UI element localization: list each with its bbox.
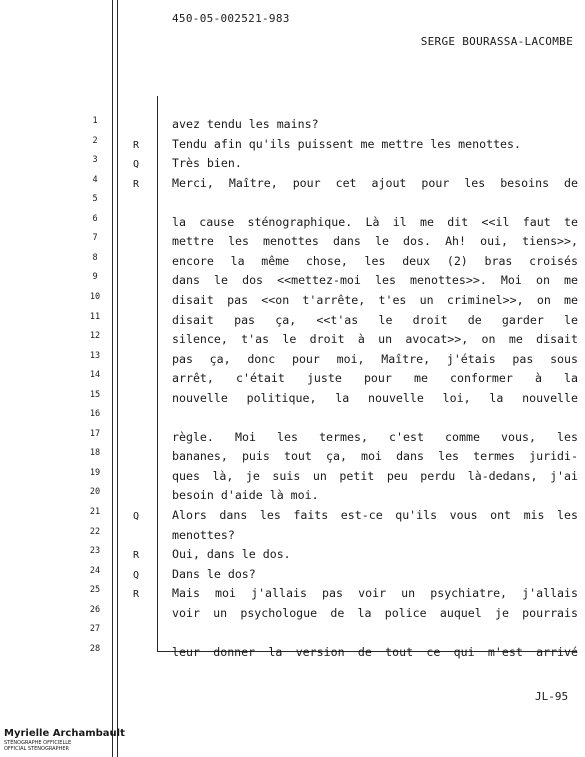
speaker-marker: R bbox=[132, 139, 140, 151]
transcript-line: Alors dans les faits est-ce qu'ils vous ont mis les bbox=[172, 508, 578, 522]
line-number: 4 bbox=[92, 174, 98, 185]
speaker-marker: Q bbox=[132, 511, 140, 522]
line-number: 18 bbox=[89, 448, 101, 459]
line-number: 5 bbox=[92, 194, 98, 205]
transcript-line: mettre les menottes dans le dos. Ah! oui, tiens>>, bbox=[172, 234, 578, 249]
stenographer-title-en: OFFICIAL STENOGRAPHER bbox=[4, 746, 69, 752]
line-number: 3 bbox=[92, 155, 98, 166]
line-number: 17 bbox=[89, 428, 101, 439]
transcript-line: disait pas <<on t'arrête, t'es un criminel>>, on me bbox=[172, 292, 578, 307]
transcript-line: la cause sténographique. Là il me dit <<il faut te bbox=[172, 214, 578, 229]
transcript-line: règle. Moi les termes, c'est comme vous, les bbox=[172, 429, 578, 444]
text-margin-rule bbox=[157, 96, 158, 651]
transcript-line: disait pas ça, <<t'as le droit de garder le bbox=[172, 312, 578, 327]
line-number: 9 bbox=[92, 272, 98, 283]
speaker-marker: Q bbox=[132, 569, 140, 581]
line-number: 20 bbox=[89, 487, 101, 498]
transcript-line: leur donner la version de tout ce qui m'est arrivé bbox=[172, 644, 578, 659]
line-number: 24 bbox=[89, 565, 101, 576]
line-number: 27 bbox=[89, 624, 101, 635]
transcript-line: Très bien. bbox=[172, 156, 242, 171]
stenographer-title-fr: STÉNOGRAPHE OFFICIELLE bbox=[4, 740, 72, 746]
transcript-line: voir un psychologue de la police auquel je pourrais bbox=[172, 605, 578, 620]
transcript-line: Dans le dos? bbox=[172, 566, 256, 581]
line-number: 26 bbox=[89, 604, 101, 615]
transcript-line: besoin d'aide là moi. bbox=[172, 488, 319, 503]
line-number: 12 bbox=[89, 331, 101, 342]
transcript-line: dans le dos <<mettez-moi les menottes>>. Moi on me bbox=[172, 273, 578, 288]
case-number: 450-05-002521-983 bbox=[172, 12, 290, 25]
line-number: 22 bbox=[89, 526, 101, 537]
line-number: 15 bbox=[89, 389, 101, 400]
speaker-marker: Q bbox=[132, 159, 140, 171]
line-number: 19 bbox=[89, 467, 101, 478]
transcript-line: Tendu afin qu'ils puissent me mettre les menottes. bbox=[172, 136, 522, 151]
stenographer-name: Myrielle Archambault bbox=[4, 728, 125, 739]
line-number: 6 bbox=[92, 213, 98, 224]
transcript-line: bananes, puis tout ça, moi dans les termes juridi- bbox=[172, 449, 578, 464]
transcript-line: Oui, dans le dos. bbox=[172, 547, 291, 562]
transcript-line: Merci, Maître, pour cet ajout pour les besoins de bbox=[172, 175, 578, 190]
line-number: 28 bbox=[89, 643, 101, 654]
line-number: 1 bbox=[92, 116, 98, 126]
transcript-line: Mais moi j'allais pas voir un psychiatre, j'allais bbox=[172, 586, 578, 601]
line-number: 7 bbox=[92, 233, 98, 244]
line-number: 10 bbox=[89, 291, 101, 302]
transcript-line: menottes? bbox=[172, 527, 235, 542]
transcript-line: ques là, je suis un petit peu perdu là-dedans, j'ai bbox=[172, 468, 578, 483]
line-number: 13 bbox=[89, 350, 101, 361]
page-label: JL-95 bbox=[535, 690, 569, 703]
line-number: 16 bbox=[89, 409, 101, 420]
line-number: 11 bbox=[89, 311, 101, 322]
line-number: 8 bbox=[92, 252, 98, 263]
line-number: 23 bbox=[89, 546, 101, 557]
transcript-line: encore la même chose, les deux (2) bras croisés bbox=[172, 253, 578, 268]
speaker-marker: R bbox=[132, 178, 140, 190]
transcript-line: arrêt, c'était juste pour me conformer à la bbox=[172, 371, 578, 386]
transcript-line: nouvelle politique, la nouvelle loi, la nouvelle bbox=[172, 390, 578, 405]
transcript-line: pas ça, donc pour moi, Maître, j'étais pas sous bbox=[172, 351, 578, 366]
line-number: 14 bbox=[89, 370, 101, 381]
transcript-line: silence, t'as le droit à un avocat>>, on me disait bbox=[172, 332, 578, 347]
line-number: 2 bbox=[92, 135, 98, 146]
witness-name: SERGE BOURASSA-LACOMBE bbox=[420, 35, 573, 48]
line-number: 25 bbox=[89, 585, 101, 596]
transcript-line: avez tendu les mains? bbox=[172, 117, 319, 131]
line-number: 21 bbox=[89, 507, 101, 517]
speaker-marker: R bbox=[132, 550, 140, 562]
speaker-marker: R bbox=[132, 589, 140, 601]
stenographer-stamp bbox=[4, 728, 125, 752]
